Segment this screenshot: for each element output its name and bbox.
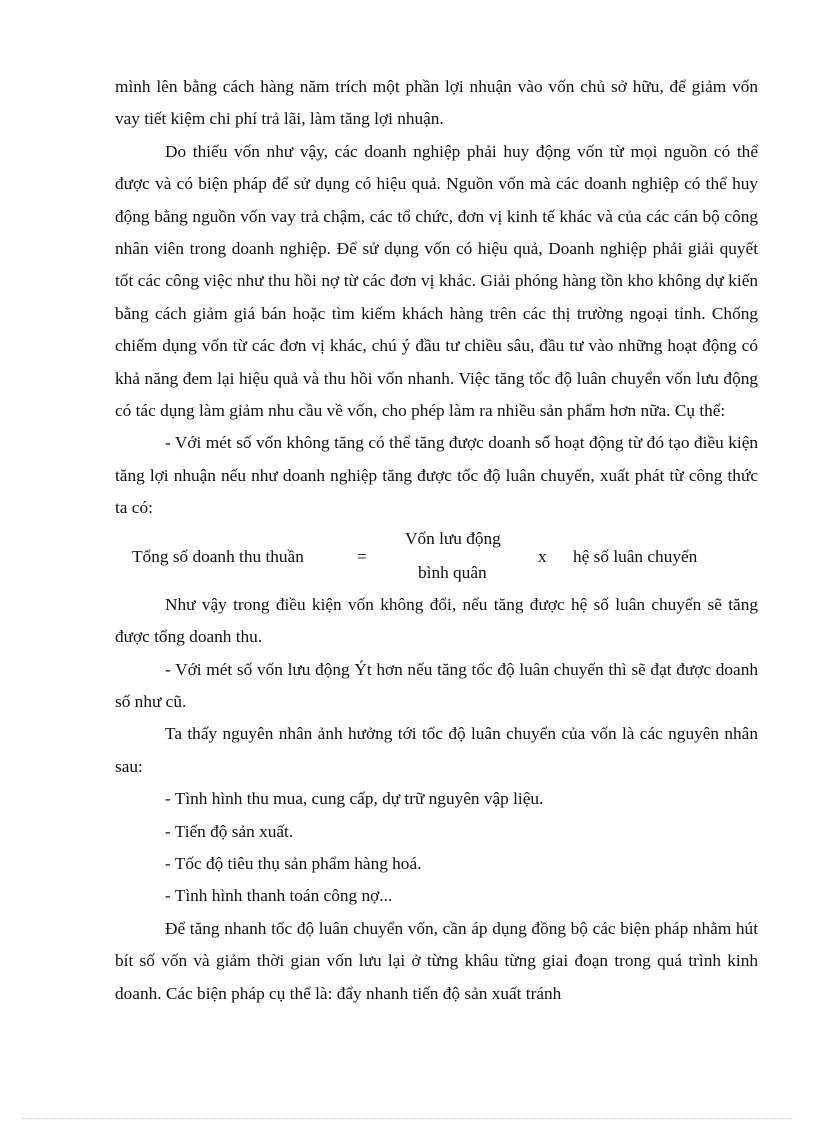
- formula-lhs: Tổng số doanh thu thuần: [132, 546, 304, 566]
- paragraph-5: - Với mét số vốn lưu động Ýt hơn nếu tăng tốc độ luân chuyển thì sẽ đạt được doanh số như cũ.: [115, 659, 758, 711]
- paragraph-7: Để tăng nhanh tốc độ luân chuyển vốn, cần áp dụng đồng bộ các biện pháp nhằm hút bít số vốn và giảm thời gian vốn lưu lại ở từng khâu từng giai đoạn trong quá trình kinh doanh. Các biện pháp cụ thể là: đẩy nhanh tiến độ sản xuất tránh: [115, 918, 758, 1003]
- document-body: [115, 71, 758, 1010]
- page-bottom-divider: [22, 1118, 794, 1119]
- list-item-3: - Tốc độ tiêu thụ sản phẩm hàng hoá.: [165, 853, 422, 873]
- list-item-4: - Tình hình thanh toán công nợ...: [165, 886, 393, 906]
- formula-block: [115, 525, 758, 589]
- list-item-2: - Tiến độ sản xuất.: [165, 821, 294, 841]
- formula-equals: =: [357, 546, 367, 566]
- paragraph-1: mình lên bằng cách hàng năm trích một phần lợi nhuận vào vốn chủ sở hữu, để giảm vốn vay tiết kiệm chi phí trả lãi, làm tăng lợi nhuận.: [115, 77, 758, 129]
- paragraph-4: Như vậy trong điều kiện vốn không đổi, nếu tăng được hệ số luân chuyển sẽ tăng được tổng doanh thu.: [115, 594, 758, 647]
- formula-times: x: [538, 546, 547, 566]
- paragraph-3: - Với mét số vốn không tăng có thể tăng được doanh số hoạt động từ đó tạo điều kiện tăng lợi nhuận nếu như doanh nghiệp tăng được tốc độ luân chuyển, xuất phát từ công thức ta có:: [115, 433, 758, 518]
- paragraph-6: Ta thấy nguyên nhân ảnh hưởng tới tốc độ luân chuyển của vốn là các nguyên nhân sau:: [115, 724, 758, 776]
- formula-rhs: hệ số luân chuyển: [573, 546, 698, 566]
- paragraph-2: Do thiếu vốn như vậy, các doanh nghiệp phải huy động vốn từ mọi nguồn có thể được và có biện pháp để sử dụng có hiệu quả. Nguồn vốn mà các doanh nghiệp có thể huy động bằng nguồn vốn vay trả chậm, các tổ chức, đơn vị kinh tế khác và của các cán bộ công nhân viên trong doanh nghiệp. Để sử dụng vốn có hiệu quả, Doanh nghiệp phải giải quyết tốt các công việc như thu hồi nợ từ các đơn vị khác. Giải phóng hàng tồn kho không dự kiến bằng cách giảm giá bán hoặc tìm kiếm khách hàng trên các thị trường ngoại tỉnh. Chống chiếm dụng vốn từ các đơn vị khác, chú ý đầu tư chiều sâu, đầu tư vào những hoạt động có khả năng đem lại hiệu quả và thu hồi vốn nhanh. Việc tăng tốc độ luân chuyển vốn lưu động có tác dụng làm giảm nhu cầu về vốn, cho phép làm ra nhiều sản phẩm hơn nữa. Cụ thể:: [115, 141, 758, 421]
- list-item-1: - Tình hình thu mua, cung cấp, dự trữ nguyên vập liệu.: [165, 789, 544, 809]
- formula-numerator: Vốn lưu động: [405, 528, 501, 548]
- formula-denominator: bình quân: [418, 562, 487, 582]
